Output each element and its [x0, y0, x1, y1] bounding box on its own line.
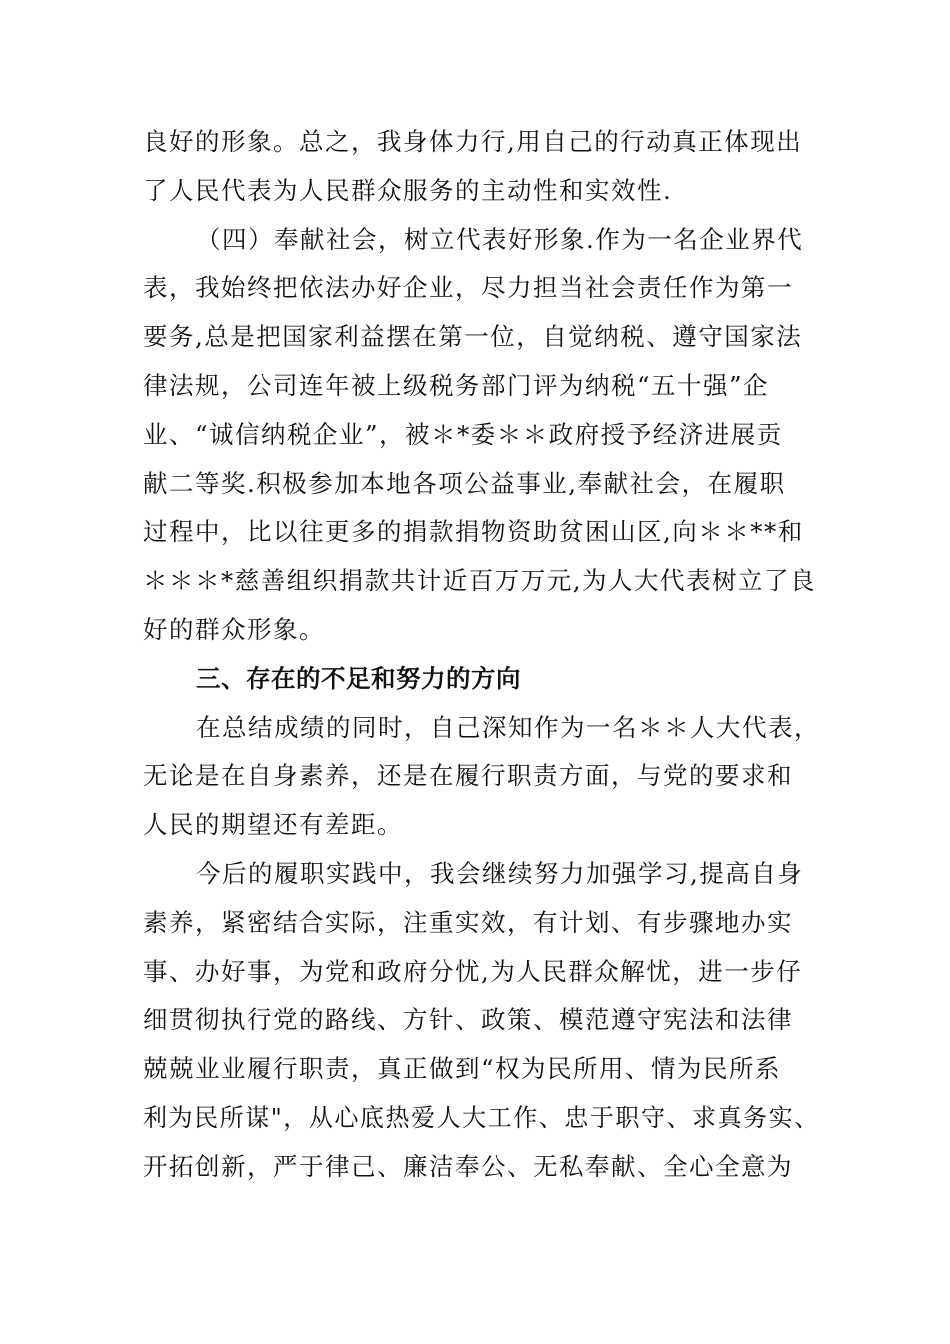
paragraph-line: 好的群众形象。: [143, 615, 325, 644]
paragraph-line: 了人民代表为人民群众服务的主动性和实效性.: [143, 175, 673, 205]
paragraph-line: 过程中，比以往更多的捐款捐物资助贫困山区,向＊＊**和: [143, 517, 804, 547]
paragraph-line: 律法规，公司连年被上级税务部门评为纳税“五十强”企: [143, 371, 770, 400]
paragraph-line: （四）奉献社会，树立代表好形象.作为一名企业界代: [196, 224, 804, 254]
paragraph-line: 良好的形象。总之，我身体力行,用自己的行动真正体现出: [143, 127, 803, 156]
section-heading: 三、存在的不足和努力的方向: [196, 663, 521, 693]
paragraph-line: 细贯彻执行党的路线、方针、政策、模范遵守宪法和法律: [143, 1005, 793, 1035]
paragraph-line: ＊＊＊*慈善组织捐款共计近百万万元,为人大代表树立了良: [143, 566, 817, 596]
paragraph-line: 人民的期望还有差距。: [143, 810, 403, 840]
paragraph-line: 今后的履职实践中，我会继续努力加强学习,提高自身: [196, 859, 804, 888]
paragraph-line: 无论是在自身素养，还是在履行职责方面，与党的要求和: [143, 761, 793, 791]
paragraph-line: 献二等奖.积极参加本地各项公益事业,奉献社会，在履职: [143, 468, 786, 498]
paragraph-line: 表，我始终把依法办好企业，尽力担当社会责任作为第一: [143, 273, 793, 303]
paragraph-line: 业、“诚信纳税企业”，被＊*委＊＊政府授予经济进展贡: [143, 419, 783, 449]
paragraph-line: 兢兢业业履行职责，真正做到“权为民所用、情为民所系: [143, 1054, 782, 1084]
paragraph-line: 在总结成绩的同时，自己深知作为一名＊＊人大代表，: [196, 712, 820, 742]
paragraph-line: 开拓创新，严于律己、廉洁奉公、无私奉献、全心全意为: [143, 1151, 793, 1181]
paragraph-line: 利为民所谋"，从心底热爱人大工作、忠于职守、求真务实、: [143, 1103, 820, 1132]
paragraph-line: 要务,总是把国家利益摆在第一位，自觉纳税、遵守国家法: [143, 322, 803, 352]
paragraph-line: 事、办好事，为党和政府分忧,为人民群众解忧，进一步仔: [143, 956, 803, 986]
paragraph-line: 素养，紧密结合实际，注重实效，有计划、有步骤地办实: [143, 907, 793, 937]
